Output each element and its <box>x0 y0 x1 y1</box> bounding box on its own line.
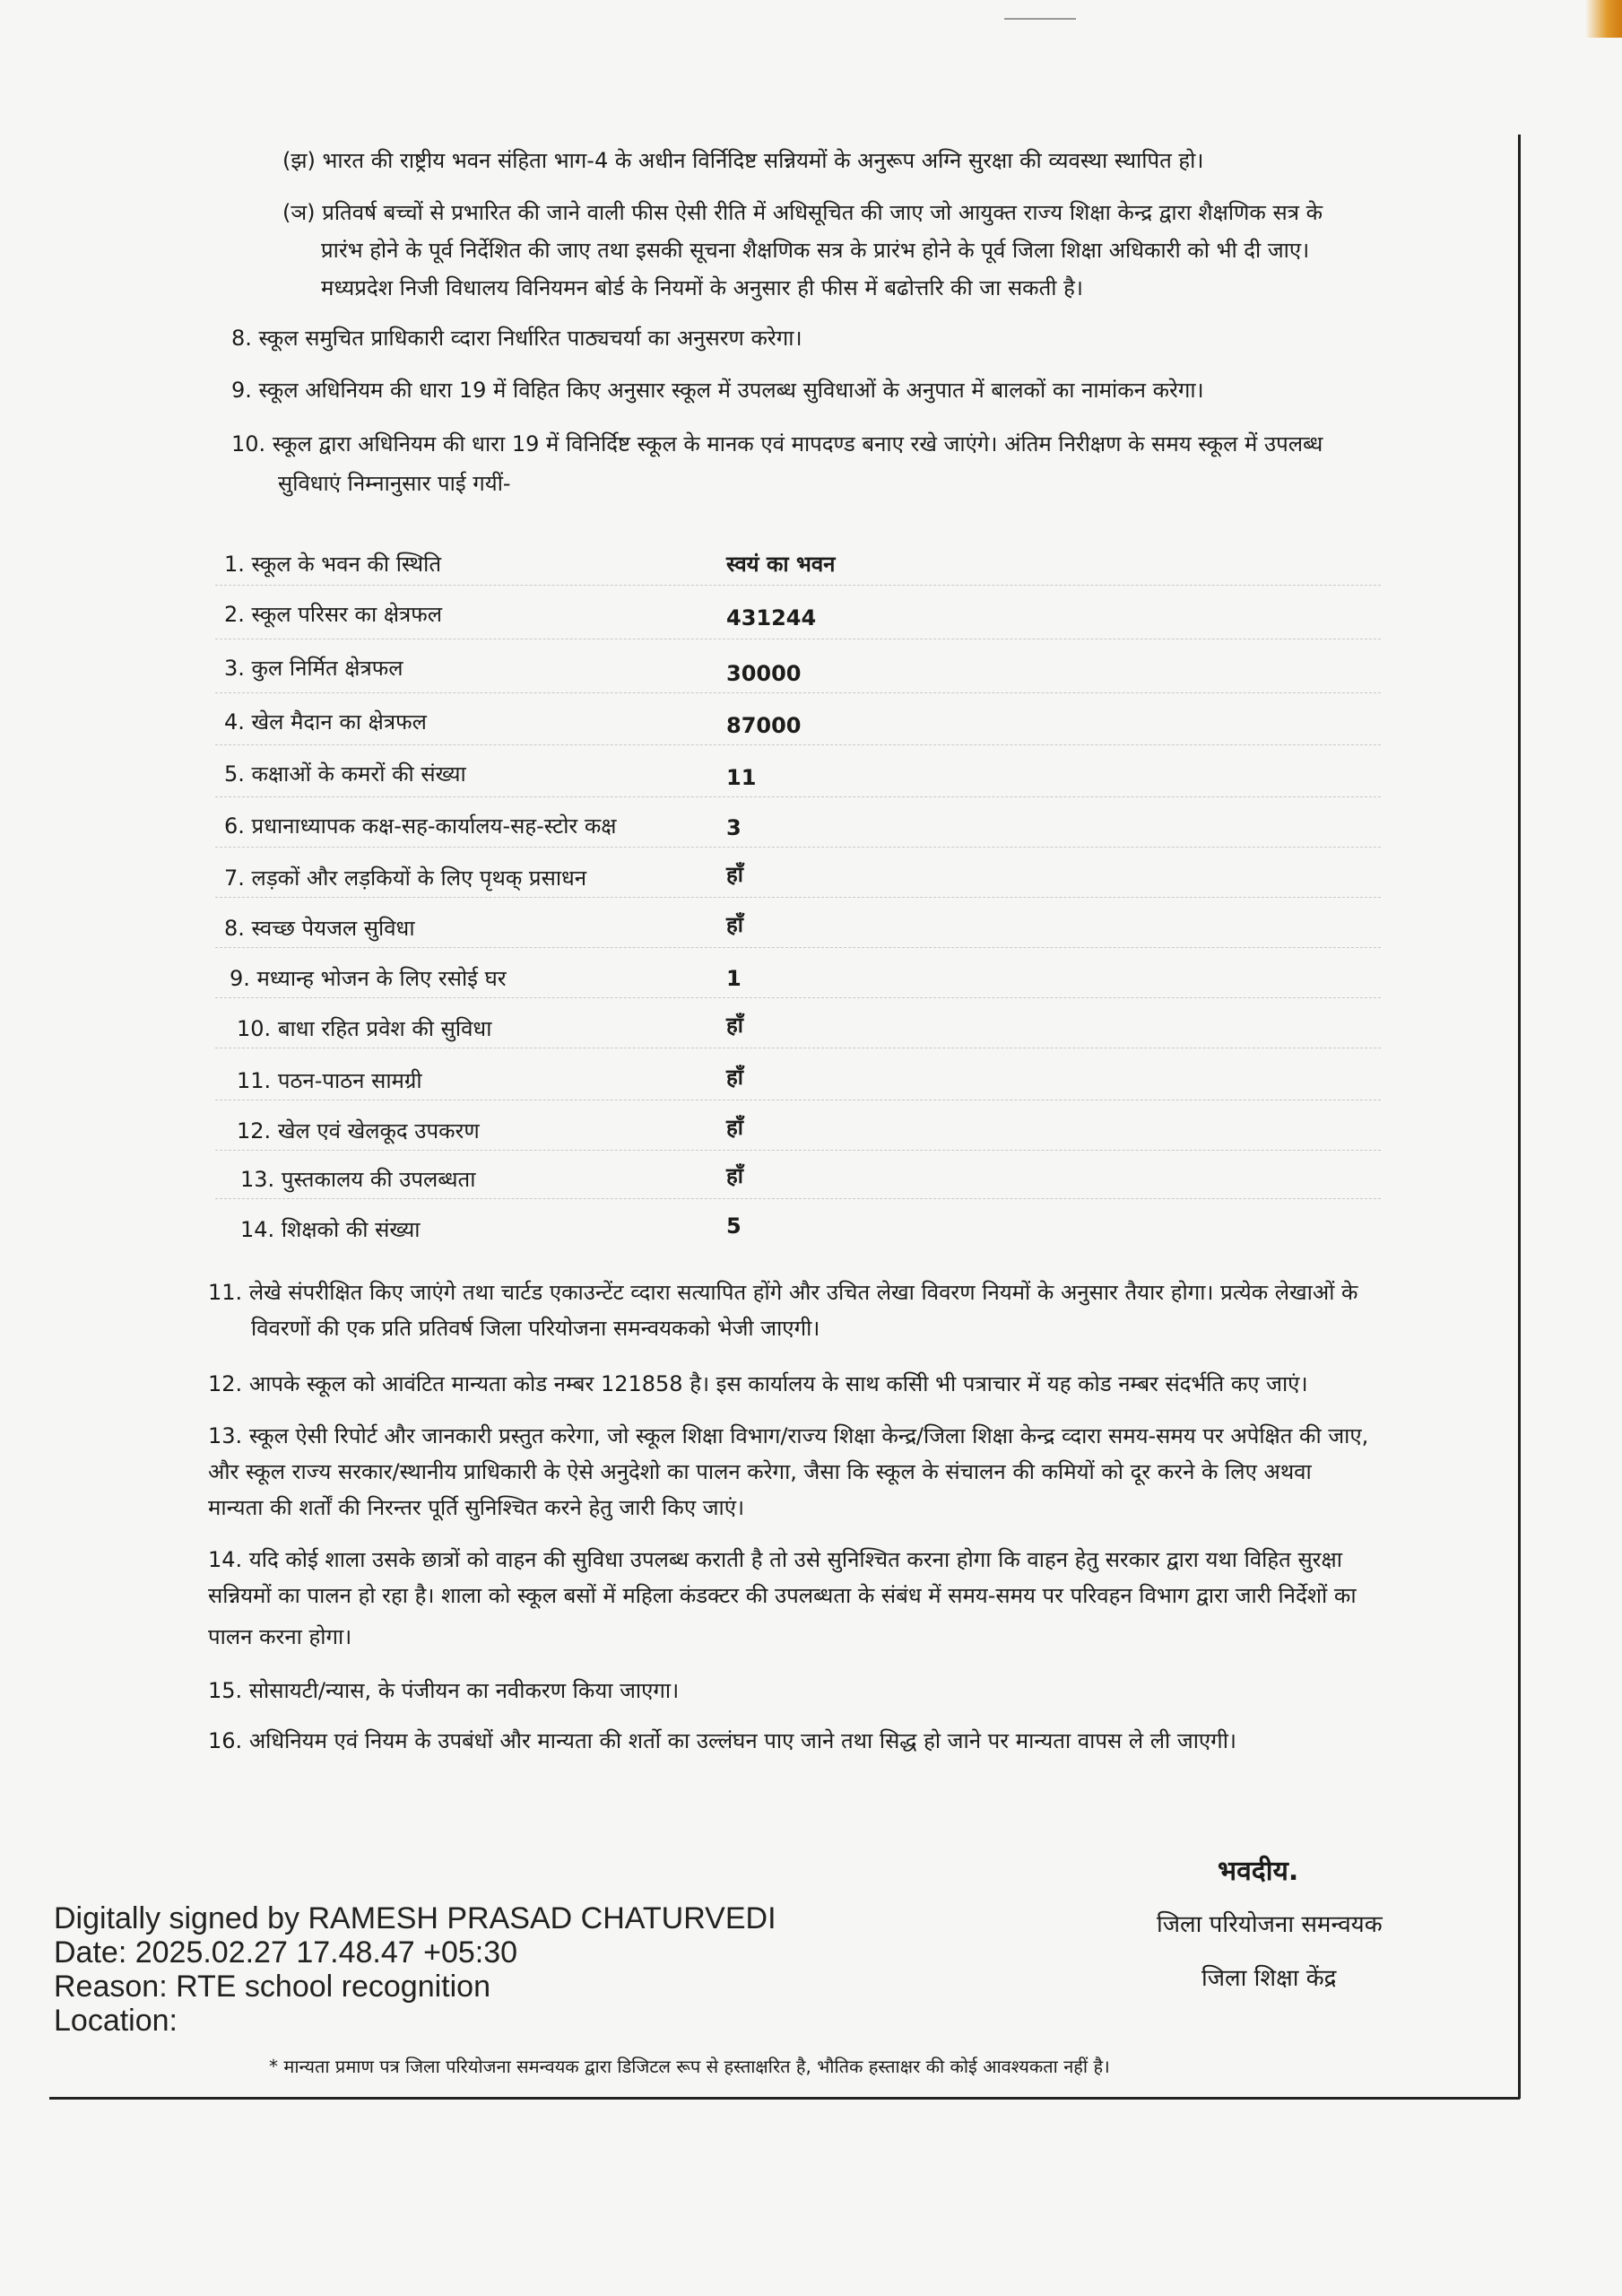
point-15 <box>208 1675 679 1706</box>
facility-value: 3 <box>726 815 742 840</box>
signature-date: Date: 2025.02.27 17.48.47 +05:30 <box>54 1935 518 1970</box>
facility-label: 3. कुल निर्मित क्षेत्रफल <box>224 656 403 681</box>
intro-text: प्रतिवर्ष बच्चों से प्रभारित की जाने वाली फीस ऐसी रीति में अधिसूचित की जाए जो आयुक्त राज्य शिक्षा केन्द्र द्वारा शैक्षणिक सत्र के <box>322 200 1323 225</box>
table-row-divider <box>215 947 1381 949</box>
facility-label: 7. लड़कों और लड़कियों के लिए पृथक् प्रसाधन <box>224 865 587 891</box>
footnote: * मान्यता प्रमाण पत्र जिला परियोजना समन्वयक द्वारा डिजिटल रूप से हस्ताक्षरित है, भौतिक हस्ताक्षर की कोई आवश्यकता नहीं है। <box>269 2056 1110 2077</box>
table-row-divider <box>215 897 1381 899</box>
point-text: आपके स्कूल को आवंटित मान्यता कोड नम्बर 121858 है। इस कार्यालय के साथ कसिी भी पत्राचार में यह कोड नम्बर संदर्भति कए जाएं। <box>248 1371 1308 1396</box>
table-row-divider <box>215 1198 1381 1200</box>
point-8 <box>231 323 802 353</box>
point-number: 8. <box>231 326 252 351</box>
intro-item-line <box>321 273 1083 303</box>
facility-value: हाँ <box>726 1163 743 1188</box>
point-10-cont <box>278 468 511 499</box>
scan-mark <box>1004 18 1076 20</box>
point-number: 9. <box>231 378 252 403</box>
signature-reason: Reason: RTE school recognition <box>54 1970 490 2004</box>
intro-item-line <box>321 235 1309 265</box>
point-number: 15. <box>208 1678 243 1703</box>
facility-value: हाँ <box>726 1013 743 1038</box>
table-row-divider <box>215 847 1381 848</box>
facility-value: 431244 <box>726 605 817 631</box>
facility-value: 87000 <box>726 713 802 738</box>
facility-value: हाँ <box>726 862 743 887</box>
point-number: 10. <box>231 431 266 457</box>
facility-value: हाँ <box>726 1065 743 1090</box>
point-11-cont <box>251 1313 820 1344</box>
page-edge-mark <box>1585 0 1622 38</box>
facility-value: हाँ <box>726 912 743 937</box>
facility-value: हाँ <box>726 1115 743 1140</box>
facility-label: 12. खेल एवं खेलकूद उपकरण <box>237 1118 480 1144</box>
facility-label: 4. खेल मैदान का क्षेत्रफल <box>224 709 427 735</box>
point-12 <box>208 1369 1308 1399</box>
facility-label: 10. बाधा रहित प्रवेश की सुविधा <box>237 1016 492 1041</box>
point-text: सन्नियमों का पालन हो रहा है। शाला को स्कूल बसों में महिला कंडक्टर की उपलब्धता के संबंध में समय-समय पर परिवहन विभाग द्वारा जारी निर्देशों का <box>208 1583 1357 1608</box>
table-row-divider <box>215 692 1381 694</box>
point-14 <box>208 1544 1342 1575</box>
point-9 <box>231 375 1204 405</box>
facility-label: 14. शिक्षको की संख्या <box>240 1217 421 1242</box>
point-number: 16. <box>208 1728 243 1753</box>
table-row-divider <box>215 639 1381 640</box>
facility-label: 13. पुस्तकालय की उपलब्धता <box>240 1167 476 1192</box>
table-row-divider <box>215 997 1381 999</box>
bottom-border-rule <box>49 2097 1520 2100</box>
facility-value: 5 <box>726 1213 742 1239</box>
signature-signer: Digitally signed by RAMESH PRASAD CHATURVEDI <box>54 1901 776 1935</box>
point-13-cont <box>208 1492 744 1523</box>
intro-marker: (ञ) <box>282 200 316 225</box>
point-number: 12. <box>208 1371 243 1396</box>
intro-text: मध्यप्रदेश निजी विधालय विनियमन बोर्ड के नियमों के अनुसार ही फीस में बढोत्तरि की जा सकती है। <box>321 275 1083 300</box>
point-14-cont <box>208 1622 351 1652</box>
intro-text: भारत की राष्ट्रीय भवन संहिता भाग-4 के अधीन विर्निदिष्ट सन्नियमों के अनुरूप अग्नि सुरक्षा की व्यवस्था स्थापित हो। <box>322 148 1204 173</box>
closing-office: जिला शिक्षा केंद्र <box>1201 1965 1337 1992</box>
point-text: लेखे संपरीक्षित किए जाएंगे तथा चार्टड एकाउन्टेंट व्दारा सत्यापित होंगे और उचित लेखा विवरण नियमों के अनुसार तैयार होगा। प्रत्येक लेखाओं के <box>248 1280 1358 1305</box>
point-text: यदि कोई शाला उसके छात्रों को वाहन की सुविधा उपलब्ध कराती है तो उसे सुनिश्चित करना होगा कि वाहन हेतु सरकार द्वारा यथा विहित सुरक्षा <box>248 1547 1342 1572</box>
intro-marker: (झ) <box>282 148 316 173</box>
point-number: 13. <box>208 1423 243 1448</box>
point-text: विवरणों की एक प्रति प्रतिवर्ष जिला परियोजना समन्वयकको भेजी जाएगी। <box>251 1316 820 1341</box>
point-number: 11. <box>208 1280 243 1305</box>
facility-label: 6. प्रधानाध्यापक कक्ष-सह-कार्यालय-सह-स्टोर कक्ष <box>224 813 617 839</box>
table-row-divider <box>215 1048 1381 1049</box>
table-row-divider <box>215 1100 1381 1101</box>
point-11 <box>208 1277 1357 1308</box>
point-text: स्कूल ऐसी रिपोर्ट और जानकारी प्रस्तुत करेगा, जो स्कूल शिक्षा विभाग/राज्य शिक्षा केन्द्र/जिला शिक्षा केन्द्र व्दारा समय-समय पर अपेक्षित की जाए, <box>248 1423 1369 1448</box>
point-text: और स्कूल राज्य सरकार/स्थानीय प्राधिकारी के ऐसे अनुदेशो का पालन करेगा, जैसा कि स्कूल के संचालन की कमियों को दूर करने के लिए अथवा <box>208 1459 1312 1484</box>
point-text: स्कूल अधिनियम की धारा 19 में विहित किए अनुसार स्कूल में उपलब्ध सुविधाओं के अनुपात में बालकों का नामांकन करेगा। <box>258 378 1204 403</box>
closing-designation: जिला परियोजना समन्वयक <box>1157 1911 1383 1938</box>
facility-label: 9. मध्यान्ह भोजन के लिए रसोई घर <box>230 966 507 991</box>
point-text: स्कूल समुचित प्राधिकारी व्दारा निर्धारित पाठ्यचर्या का अनुसरण करेगा। <box>258 326 802 351</box>
point-13-cont <box>208 1457 1312 1487</box>
point-text: स्कूल द्वारा अधिनियम की धारा 19 में विनिर्दिष्ट स्कूल के मानक एवं मापदण्ड बनाए रखे जाएंगे। अंतिम निरीक्षण के समय स्कूल में उपलब्ध <box>272 431 1323 457</box>
table-row-divider <box>215 744 1381 746</box>
point-text: पालन करना होगा। <box>208 1624 352 1649</box>
intro-text: प्रारंभ होने के पूर्व निर्देशित की जाए तथा इसकी सूचना शैक्षणिक सत्र के प्रारंभ होने के पूर्व जिला शिक्षा अधिकारी को भी दी जाए। <box>321 238 1310 263</box>
point-14-cont <box>208 1580 1357 1611</box>
intro-item-nya <box>282 197 1323 228</box>
facility-label: 2. स्कूल परिसर का क्षेत्रफल <box>224 602 443 627</box>
point-text: मान्यता की शर्तों की निरन्तर पूर्ति सुनिश्चित करने हेतु जारी किए जाएं। <box>208 1495 745 1520</box>
table-row-divider <box>215 1150 1381 1152</box>
point-10 <box>231 429 1323 459</box>
facility-label: 8. स्वच्छ पेयजल सुविधा <box>224 916 415 941</box>
point-text: अधिनियम एवं नियम के उपबंधों और मान्यता की शर्तो का उल्लंघन पाए जाने तथा सिद्ध हो जाने पर मान्यता वापस ले ली जाएगी। <box>248 1728 1237 1753</box>
facility-value: स्वयं का भवन <box>726 552 836 577</box>
signature-location: Location: <box>54 2004 178 2038</box>
table-row-divider <box>215 585 1381 587</box>
facility-label: 5. कक्षाओं के कमरों की संख्या <box>224 761 466 787</box>
point-16 <box>208 1726 1236 1756</box>
point-number: 14. <box>208 1547 243 1572</box>
point-13 <box>208 1421 1368 1451</box>
table-row-divider <box>215 796 1381 798</box>
facility-value: 11 <box>726 765 757 790</box>
facility-label: 1. स्कूल के भवन की स्थिति <box>224 552 442 577</box>
facility-value: 1 <box>726 966 742 991</box>
right-border-rule <box>1518 135 1521 2099</box>
closing-salutation: भवदीय. <box>1218 1856 1299 1887</box>
facility-value: 30000 <box>726 661 802 686</box>
facility-label: 11. पठन-पाठन सामग्री <box>237 1068 422 1093</box>
intro-item-jha <box>282 145 1203 176</box>
point-text: सोसायटी/न्यास, के पंजीयन का नवीकरण किया जाएगा। <box>248 1678 680 1703</box>
point-text: सुविधाएं निम्नानुसार पाई गयीं- <box>278 471 511 496</box>
